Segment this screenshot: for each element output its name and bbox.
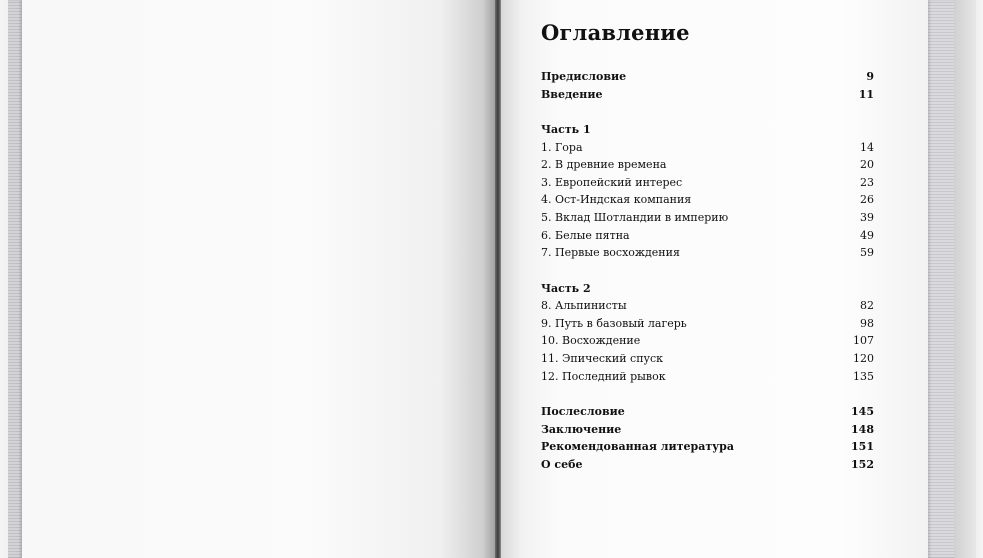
- toc-title: Оглавление: [541, 20, 690, 45]
- toc-entry-label: Послесловие: [541, 405, 625, 418]
- toc-entry: [541, 139, 876, 156]
- toc-entry-label: 2. В древние времена: [541, 158, 667, 171]
- toc-entry-page: 148: [851, 423, 874, 436]
- toc-entry-label: О себе: [541, 458, 583, 471]
- toc-entry-page: 9: [866, 70, 874, 83]
- toc-entry-label: Предисловие: [541, 70, 627, 83]
- toc-entry-label: 12. Последний рывок: [541, 370, 666, 383]
- toc-entry-label: 6. Белые пятна: [541, 229, 630, 242]
- toc-entry-page: 49: [860, 229, 874, 242]
- toc-entry: [541, 227, 876, 244]
- toc-entry-page: 26: [860, 193, 874, 206]
- toc-entry-page: 11: [858, 88, 874, 101]
- toc-entry: [541, 191, 876, 208]
- toc-entry: [541, 297, 876, 314]
- toc-entry: [541, 350, 876, 367]
- toc-entry-conclusion: [541, 421, 876, 438]
- toc-entry-page: 59: [860, 246, 874, 259]
- toc-entry-afterword: [541, 403, 876, 420]
- toc-entry: [541, 315, 876, 332]
- toc-entry-label: 8. Альпинисты: [541, 299, 627, 312]
- toc-entry-page: 39: [860, 211, 874, 224]
- toc-entry-page: 152: [851, 458, 874, 471]
- page-edges-left: [8, 0, 22, 558]
- toc-entry-recommended-reading: [541, 438, 876, 455]
- toc-entry-label: Введение: [541, 88, 603, 101]
- toc-entry: [541, 368, 876, 385]
- toc-entry-page: 151: [851, 440, 874, 453]
- toc-entry-label: 10. Восхождение: [541, 334, 641, 347]
- toc-entry-label: 3. Европейский интерес: [541, 176, 683, 189]
- left-page-blank: [22, 0, 497, 558]
- toc-entry-label: 9. Путь в базовый лагерь: [541, 317, 687, 330]
- back-cover-edge: [954, 0, 976, 558]
- toc-entry-label: Заключение: [541, 423, 622, 436]
- toc-entry: [541, 174, 876, 191]
- toc-entry: [541, 209, 876, 226]
- toc-entry-page: 120: [853, 352, 874, 365]
- toc-entry-preface: [541, 68, 876, 85]
- toc-entry-page: 14: [860, 141, 874, 154]
- toc-entry-about-author: [541, 456, 876, 473]
- part-1-heading: Часть 1: [541, 123, 591, 136]
- toc-entry-page: 23: [860, 176, 874, 189]
- toc-entry-page: 20: [860, 158, 874, 171]
- toc-entry-introduction: [541, 86, 876, 103]
- toc-entry-page: 98: [860, 317, 874, 330]
- toc-entry-page: 107: [853, 334, 874, 347]
- toc-entry-label: Рекомендованная литература: [541, 440, 735, 453]
- toc-entry: [541, 332, 876, 349]
- toc-entry-label: 5. Вклад Шотландии в империю: [541, 211, 729, 224]
- part-2-heading: Часть 2: [541, 282, 591, 295]
- toc-entry-page: 145: [851, 405, 874, 418]
- toc-entry-label: 4. Ост-Индская компания: [541, 193, 692, 206]
- toc-entry: [541, 244, 876, 261]
- toc-entry-page: 135: [853, 370, 874, 383]
- toc-entry-label: 1. Гора: [541, 141, 583, 154]
- toc-entry-page: 82: [860, 299, 874, 312]
- toc-entry-label: 11. Эпический спуск: [541, 352, 664, 365]
- page-edges-right: [928, 0, 954, 558]
- toc-entry-label: 7. Первые восхождения: [541, 246, 680, 259]
- toc-entry: [541, 156, 876, 173]
